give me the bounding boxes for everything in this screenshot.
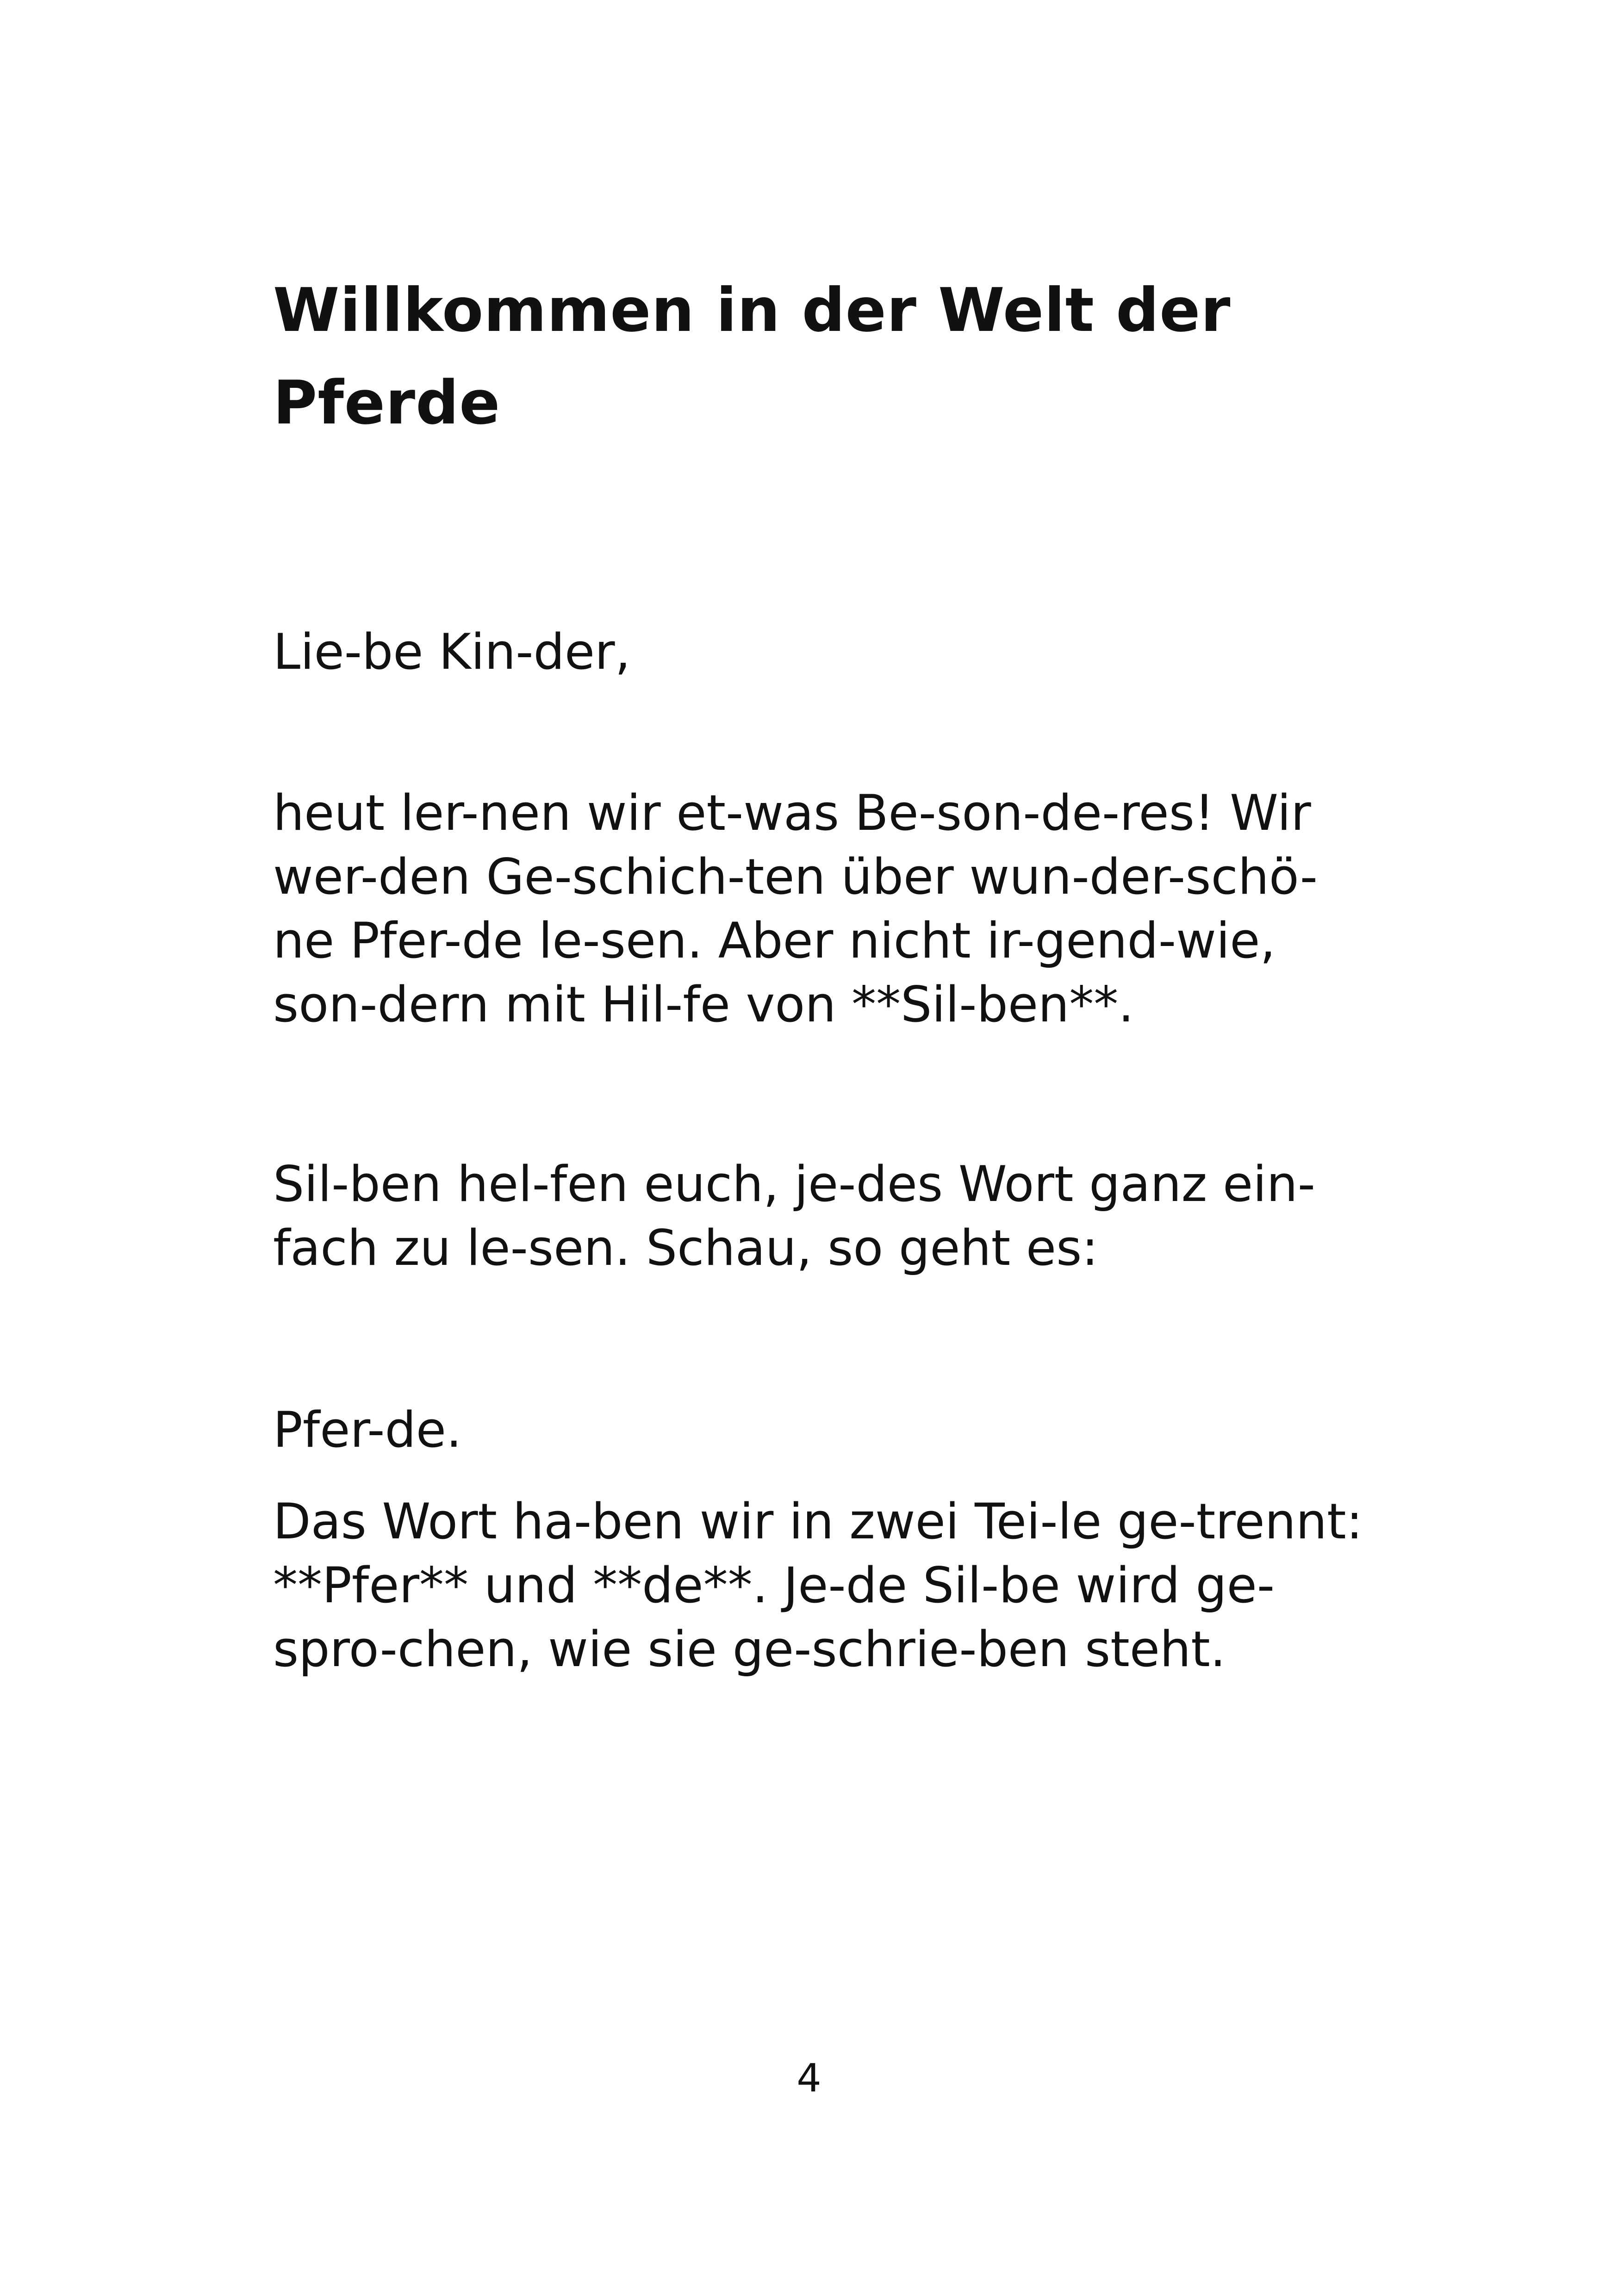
page-number: 4 bbox=[797, 2055, 821, 2101]
intro-paragraph: heut ler-nen wir et-was Be-son-de-res! Wir wer-den Ge-schich-ten über wun-der-schö-ne Pfer-de le-sen. Aber nicht ir-gend-wie, son-dern mit Hil-fe von **Sil-ben**. bbox=[273, 784, 1318, 1033]
explanation-paragraph: Das Wort ha-ben wir in zwei Tei-le ge-trennt: **Pfer** und **de**. Je-de Sil-be wird ge-spro-chen, wie sie ge-schrie-ben steht. bbox=[273, 1493, 1363, 1678]
syllables-paragraph: Sil-ben hel-fen euch, je-des Wort ganz ein-fach zu le-sen. Schau, so geht es: bbox=[273, 1156, 1316, 1276]
page-content bbox=[273, 264, 1375, 1681]
example-word-paragraph: Pfer-de. bbox=[273, 1401, 462, 1458]
page-title: Willkommen in der Welt der Pferde bbox=[273, 275, 1231, 438]
greeting-paragraph: Lie-be Kin-der, bbox=[273, 623, 631, 680]
